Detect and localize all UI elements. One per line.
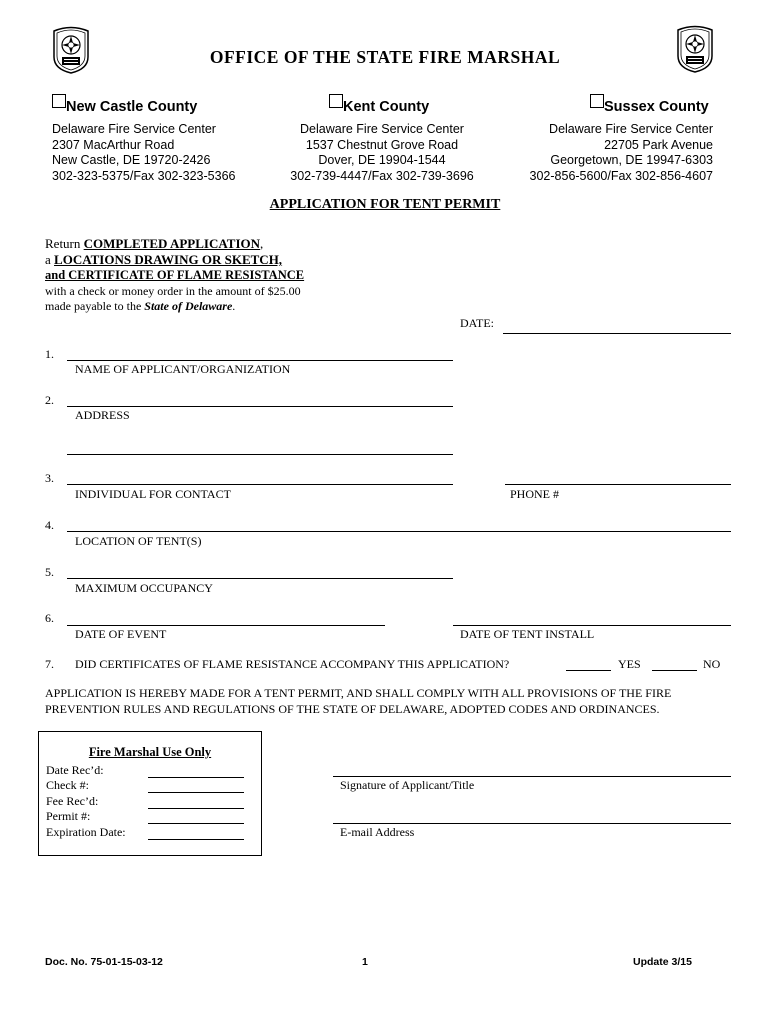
contact-field[interactable] [67,484,453,485]
county-name: Kent County [343,99,430,115]
flame-question: DID CERTIFICATES OF FLAME RESISTANCE ACCOMPANY THIS APPLICATION? [75,657,510,671]
item-number: 2. [45,393,54,407]
applicant-name-field[interactable] [67,360,453,361]
address-sussex [500,122,713,184]
tent-location-field[interactable] [67,531,731,532]
signature-label: Signature of Applicant/Title [340,778,475,792]
date-received-label: Date Rec’d: [46,763,104,777]
permit-number-label: Permit #: [46,809,91,823]
date-field[interactable] [503,333,731,334]
update-date: Update 3/15 [633,956,692,968]
permit-number-field[interactable] [148,823,244,824]
instruction-emphasis: COMPLETED APPLICATION [83,236,260,251]
application-title: APPLICATION FOR TENT PERMIT [269,197,501,212]
yes-label: YES [618,657,641,671]
check-number-field[interactable] [148,792,244,793]
fire-marshal-use-box [38,731,262,856]
instruction-text: Return [45,236,84,251]
instruction-text: . [232,299,236,313]
address-new-castle [52,122,235,184]
address-line: New Castle, DE 19720-2426 [52,153,211,167]
item-number: 1. [45,347,54,361]
date-received-field[interactable] [148,777,244,778]
instruction-emphasis: State of Delaware [144,299,233,313]
check-number-label: Check #: [46,778,89,792]
item-number: 6. [45,611,54,625]
fee-received-label: Fee Rec’d: [46,794,99,808]
occupancy-label: MAXIMUM OCCUPANCY [75,581,213,595]
county-sussex [590,99,709,115]
instruction-text: made payable to the [45,299,145,313]
address-line: Dover, DE 19904-1544 [318,153,446,167]
compliance-statement [45,686,671,717]
instruction-emphasis: LOCATIONS DRAWING OR SKETCH, [54,252,283,267]
page-title: OFFICE OF THE STATE FIRE MARSHAL [209,47,561,67]
address-label: ADDRESS [75,408,130,422]
occupancy-field[interactable] [67,578,453,579]
document-number: Doc. No. 75-01-15-03-12 [45,956,163,968]
no-field[interactable] [652,670,697,671]
address-line: Delaware Fire Service Center [549,122,713,136]
expiration-date-label: Expiration Date: [46,825,126,839]
address-line: Delaware Fire Service Center [52,122,216,136]
address-line: 2307 MacArthur Road [52,137,175,152]
address-line: 1537 Chestnut Grove Road [305,137,459,152]
address-field[interactable] [67,406,453,407]
instruction-text: , [260,236,264,251]
address-field-line-2[interactable] [67,454,453,455]
county-kent [329,99,429,115]
address-line: 22705 Park Avenue [604,137,713,152]
address-kent [272,122,492,184]
page-number: 1 [362,956,368,968]
yes-field[interactable] [566,670,611,671]
install-date-label: DATE OF TENT INSTALL [460,627,595,641]
address-line: Delaware Fire Service Center [300,122,464,136]
address-line: 302-323-5375/Fax 302-323-5366 [52,168,236,183]
signature-field[interactable] [333,776,731,777]
statement-line: PREVENTION RULES AND REGULATIONS OF THE STATE OF DELAWARE, ADOPTED CODES AND ORDINANCES. [45,701,660,716]
event-date-field[interactable] [67,625,385,626]
expiration-date-field[interactable] [148,839,244,840]
instruction-emphasis: and CERTIFICATE OF FLAME RESISTANCE [45,268,305,282]
instruction-text: a [45,252,55,267]
county-new-castle [52,99,197,115]
kent-checkbox[interactable] [329,94,343,108]
fee-received-field[interactable] [148,808,244,809]
email-field[interactable] [333,823,731,824]
phone-label: PHONE # [510,487,560,501]
instructions [45,236,304,314]
sussex-checkbox[interactable] [590,94,604,108]
contact-label: INDIVIDUAL FOR CONTACT [75,487,231,501]
item-number: 7. [45,657,54,671]
county-name: Sussex County [604,99,709,115]
address-line: 302-856-5600/Fax 302-856-4607 [529,168,713,183]
address-line: 302-739-4447/Fax 302-739-3696 [290,168,474,183]
event-date-label: DATE OF EVENT [75,627,167,641]
tent-location-label: LOCATION OF TENT(S) [75,534,202,548]
new-castle-checkbox[interactable] [52,94,66,108]
address-line: Georgetown, DE 19947-6303 [550,153,713,167]
item-number: 5. [45,565,54,579]
no-label: NO [703,657,721,671]
phone-field[interactable] [505,484,731,485]
date-label: DATE: [460,316,494,330]
email-label: E-mail Address [340,825,415,839]
install-date-field[interactable] [453,625,731,626]
item-number: 4. [45,518,54,532]
applicant-label: NAME OF APPLICANT/ORGANIZATION [75,362,291,376]
statement-line: APPLICATION IS HEREBY MADE FOR A TENT PERMIT, AND SHALL COMPLY WITH ALL PROVISIONS OF THE FIRE [45,686,672,700]
instruction-text: with a check or money order in the amount of $25.00 [45,284,301,298]
fire-marshal-box-title: Fire Marshal Use Only [88,745,212,759]
item-number: 3. [45,471,54,485]
county-name: New Castle County [66,99,198,115]
